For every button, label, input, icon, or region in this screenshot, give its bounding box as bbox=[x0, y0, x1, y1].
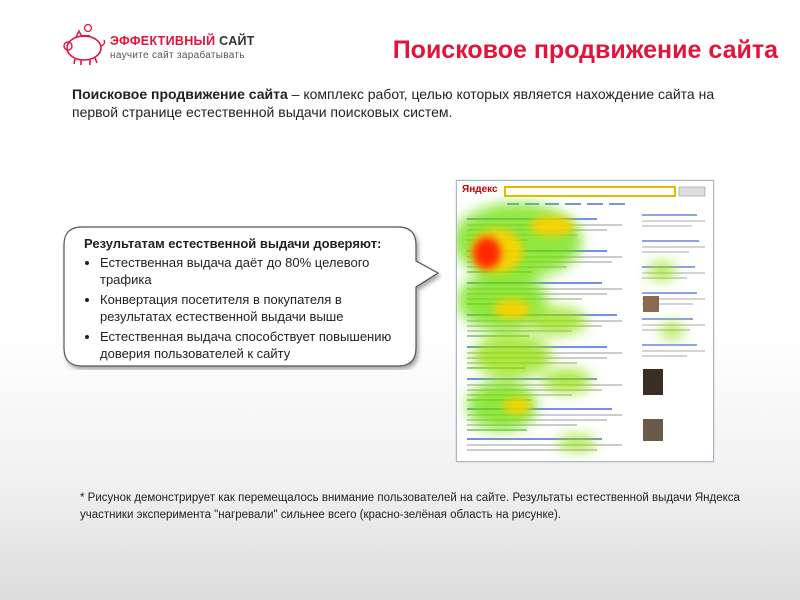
logo-brand: ЭФФЕКТИВНЫЙ САЙТ bbox=[110, 34, 255, 48]
ad-thumbnail bbox=[643, 296, 659, 312]
benefits-list bbox=[84, 254, 404, 362]
ad-thumbnail bbox=[643, 369, 663, 395]
trust-callout bbox=[62, 225, 442, 370]
ad-thumbnail bbox=[643, 419, 663, 441]
page-title: Поисковое продвижение сайта bbox=[392, 36, 778, 64]
intro-definition: – комплекс работ, целью которых является нахождение сайта на первой странице естественной выдачи поисковых систем. bbox=[72, 86, 715, 120]
logo-tagline: научите сайт зарабатывать bbox=[110, 50, 245, 61]
list-item: • Естественная выдача способствует повышению доверия пользователей к сайту bbox=[100, 328, 404, 362]
piggy-bank-icon bbox=[60, 22, 108, 68]
heatmap-graphic bbox=[457, 181, 713, 461]
footnote: * Рисунок демонстрирует как перемещалось внимание пользователей на сайте. Результаты естественной выдачи Яндекса участники эксперимента "нагревали" сильнее всего (красно-зелёная область на рисунке). bbox=[80, 492, 740, 521]
callout-content bbox=[84, 235, 404, 365]
heat-layer-hot bbox=[473, 237, 501, 269]
search-button-image bbox=[679, 187, 705, 196]
search-heatmap-image bbox=[456, 180, 714, 462]
list-item: • Конвертация посетителя в покупателя в результатах естественной выдачи выше bbox=[100, 291, 404, 325]
logo bbox=[60, 22, 270, 68]
callout-heading: Результатам естественной выдачи доверяют: bbox=[84, 236, 382, 251]
intro-term: Поисковое продвижение сайта bbox=[72, 86, 288, 102]
search-field-image bbox=[505, 187, 675, 196]
list-item: • Естественная выдача даёт до 80% целевого трафика bbox=[100, 254, 404, 288]
yandex-logo: Яндекс bbox=[462, 184, 498, 195]
intro-paragraph bbox=[72, 85, 732, 121]
